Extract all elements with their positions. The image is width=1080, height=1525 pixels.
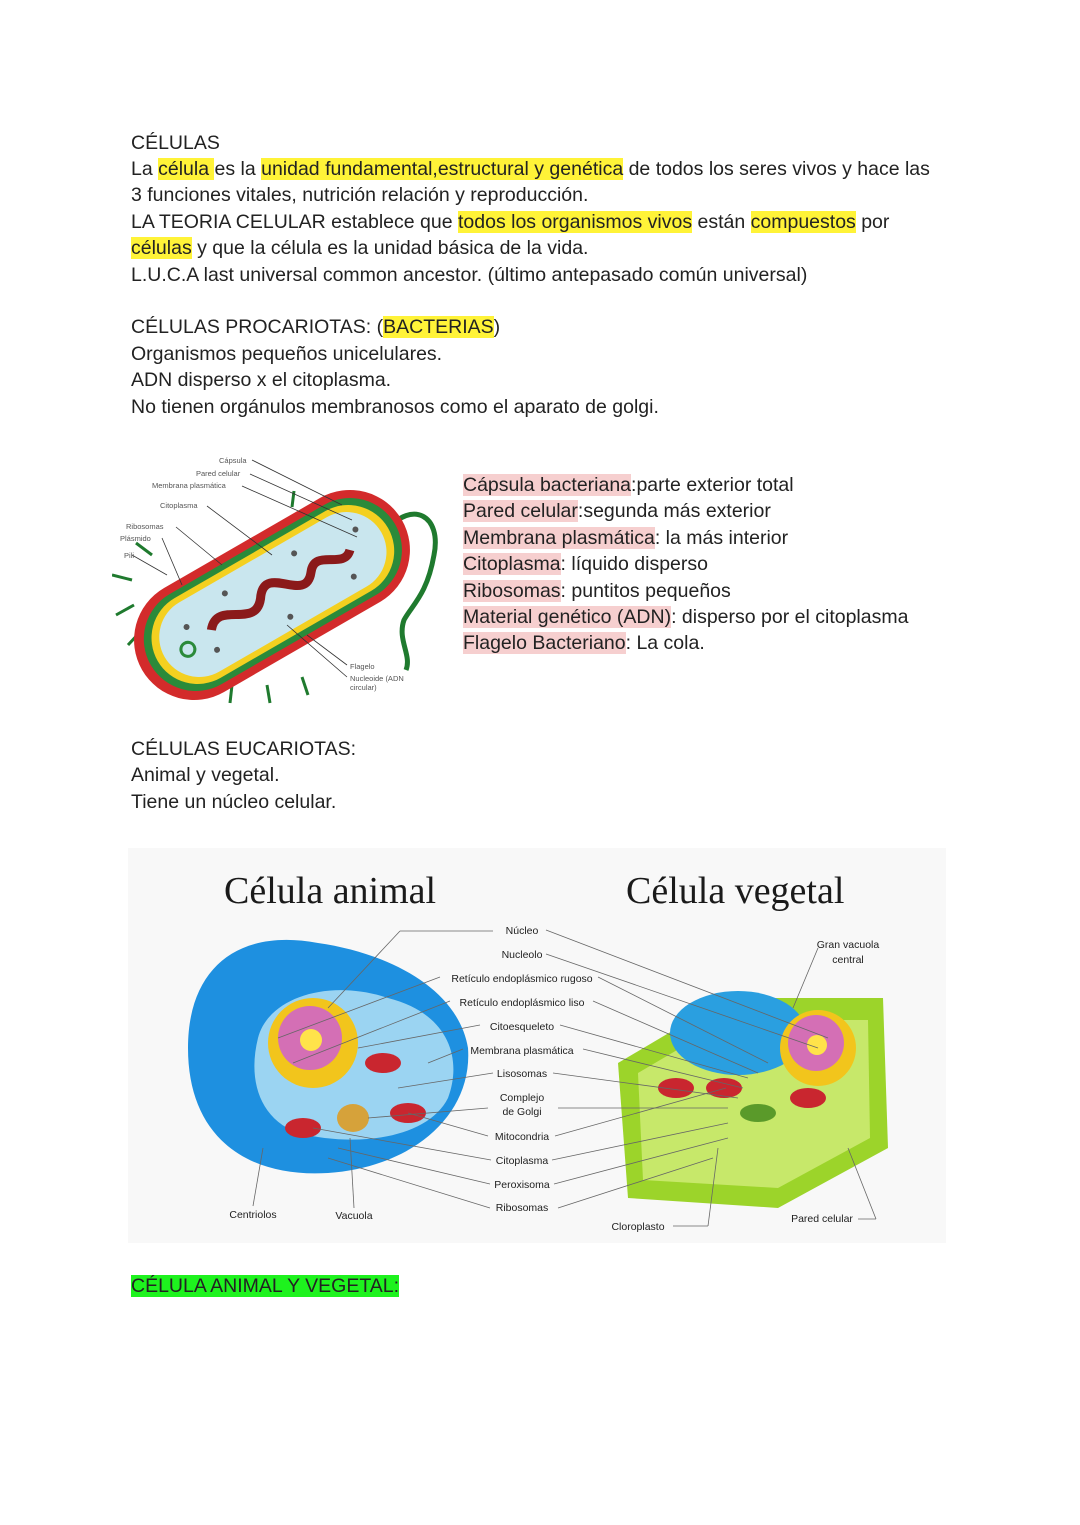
label-lisosomas: Lisosomas	[496, 1068, 548, 1080]
label-nucleolo: Nucleolo	[501, 949, 543, 961]
label-pared: Pared celular	[196, 469, 241, 478]
intro-line-4: células y que la célula es la unidad básica de la vida.	[131, 237, 589, 259]
eukaryote-line-1: Animal y vegetal.	[131, 764, 280, 786]
label-membrana-plasmatica: Membrana plasmática	[470, 1045, 574, 1057]
page-title: CÉLULAS	[131, 132, 220, 154]
label-peroxisoma: Peroxisoma	[494, 1179, 550, 1191]
intro-line-2: 3 funciones vitales, nutrición relación y reproducción.	[131, 184, 589, 206]
label-vacuola: Vacuola	[335, 1210, 373, 1222]
legend-item: Citoplasma: líquido disperso	[463, 553, 708, 575]
label-gran-vacuola: Gran vacuola	[816, 939, 880, 951]
prokaryote-line-1: Organismos pequeños unicelulares.	[131, 343, 443, 365]
label-ribosomas-euk: Ribosomas	[495, 1202, 549, 1214]
animal-cell-title: Célula animal	[224, 870, 437, 912]
legend-item: Cápsula bacteriana:parte exterior total	[463, 474, 794, 496]
eukaryote-line-2: Tiene un núcleo celular.	[131, 791, 337, 813]
legend-item: Material genético (ADN): disperso por el citoplasma	[463, 606, 909, 628]
label-citoplasma-euk: Citoplasma	[495, 1155, 549, 1167]
label-rel: Retículo endoplásmico liso	[459, 997, 585, 1009]
label-cloroplasto: Cloroplasto	[611, 1221, 665, 1233]
prokaryote-line-2: ADN disperso x el citoplasma.	[131, 369, 392, 391]
eukaryote-heading: CÉLULAS EUCARIOTAS:	[131, 738, 357, 760]
plant-cell-title: Célula vegetal	[626, 870, 845, 912]
label-rer: Retículo endoplásmico rugoso	[451, 973, 593, 985]
bacteria-diagram	[112, 445, 447, 710]
label-nucleo: Núcleo	[505, 925, 539, 937]
label-nucleoide-1: Nucleoide (ADN	[350, 674, 404, 683]
label-complejo: Complejo	[499, 1092, 545, 1104]
label-de-golgi: de Golgi	[502, 1106, 542, 1118]
label-centriolos: Centriolos	[229, 1209, 277, 1221]
label-capsula: Cápsula	[219, 456, 247, 465]
label-ribosomas: Ribosomas	[126, 522, 164, 531]
label-nucleoide-2: circular)	[350, 683, 377, 692]
eukaryote-diagram	[128, 848, 946, 1243]
legend-item: Pared celular:segunda más exterior	[463, 500, 771, 522]
label-citoesqueleto: Citoesqueleto	[489, 1021, 555, 1033]
label-flagelo: Flagelo	[350, 662, 375, 671]
label-pili: Pili	[124, 551, 135, 560]
label-mitocondria: Mitocondria	[494, 1131, 550, 1143]
intro-line-5: L.U.C.A last universal common ancestor. (último antepasado común universal)	[131, 264, 808, 286]
label-gran-vacuola-central: central	[832, 954, 864, 966]
intro-line-1: La célula es la unidad fundamental,estructural y genética de todos los seres vivos y hace las	[131, 158, 930, 180]
legend-item: Ribosomas: puntitos pequeños	[463, 580, 731, 602]
legend-item: Membrana plasmática: la más interior	[463, 527, 789, 549]
label-pared-celular: Pared celular	[791, 1213, 853, 1225]
prokaryote-line-3: No tienen orgánulos membranosos como el aparato de golgi.	[131, 396, 659, 418]
label-citoplasma: Citoplasma	[160, 501, 198, 510]
section-heading-animal-vegetal: CÉLULA ANIMAL Y VEGETAL:	[131, 1275, 400, 1297]
intro-line-3: LA TEORIA CELULAR establece que todos los organismos vivos están compuestos por	[131, 211, 890, 233]
legend-item: Flagelo Bacteriano: La cola.	[463, 632, 705, 654]
label-membrana: Membrana plasmática	[152, 481, 226, 490]
label-plasmido: Plásmido	[120, 534, 151, 543]
prokaryote-heading: CÉLULAS PROCARIOTAS: (BACTERIAS)	[131, 316, 501, 338]
